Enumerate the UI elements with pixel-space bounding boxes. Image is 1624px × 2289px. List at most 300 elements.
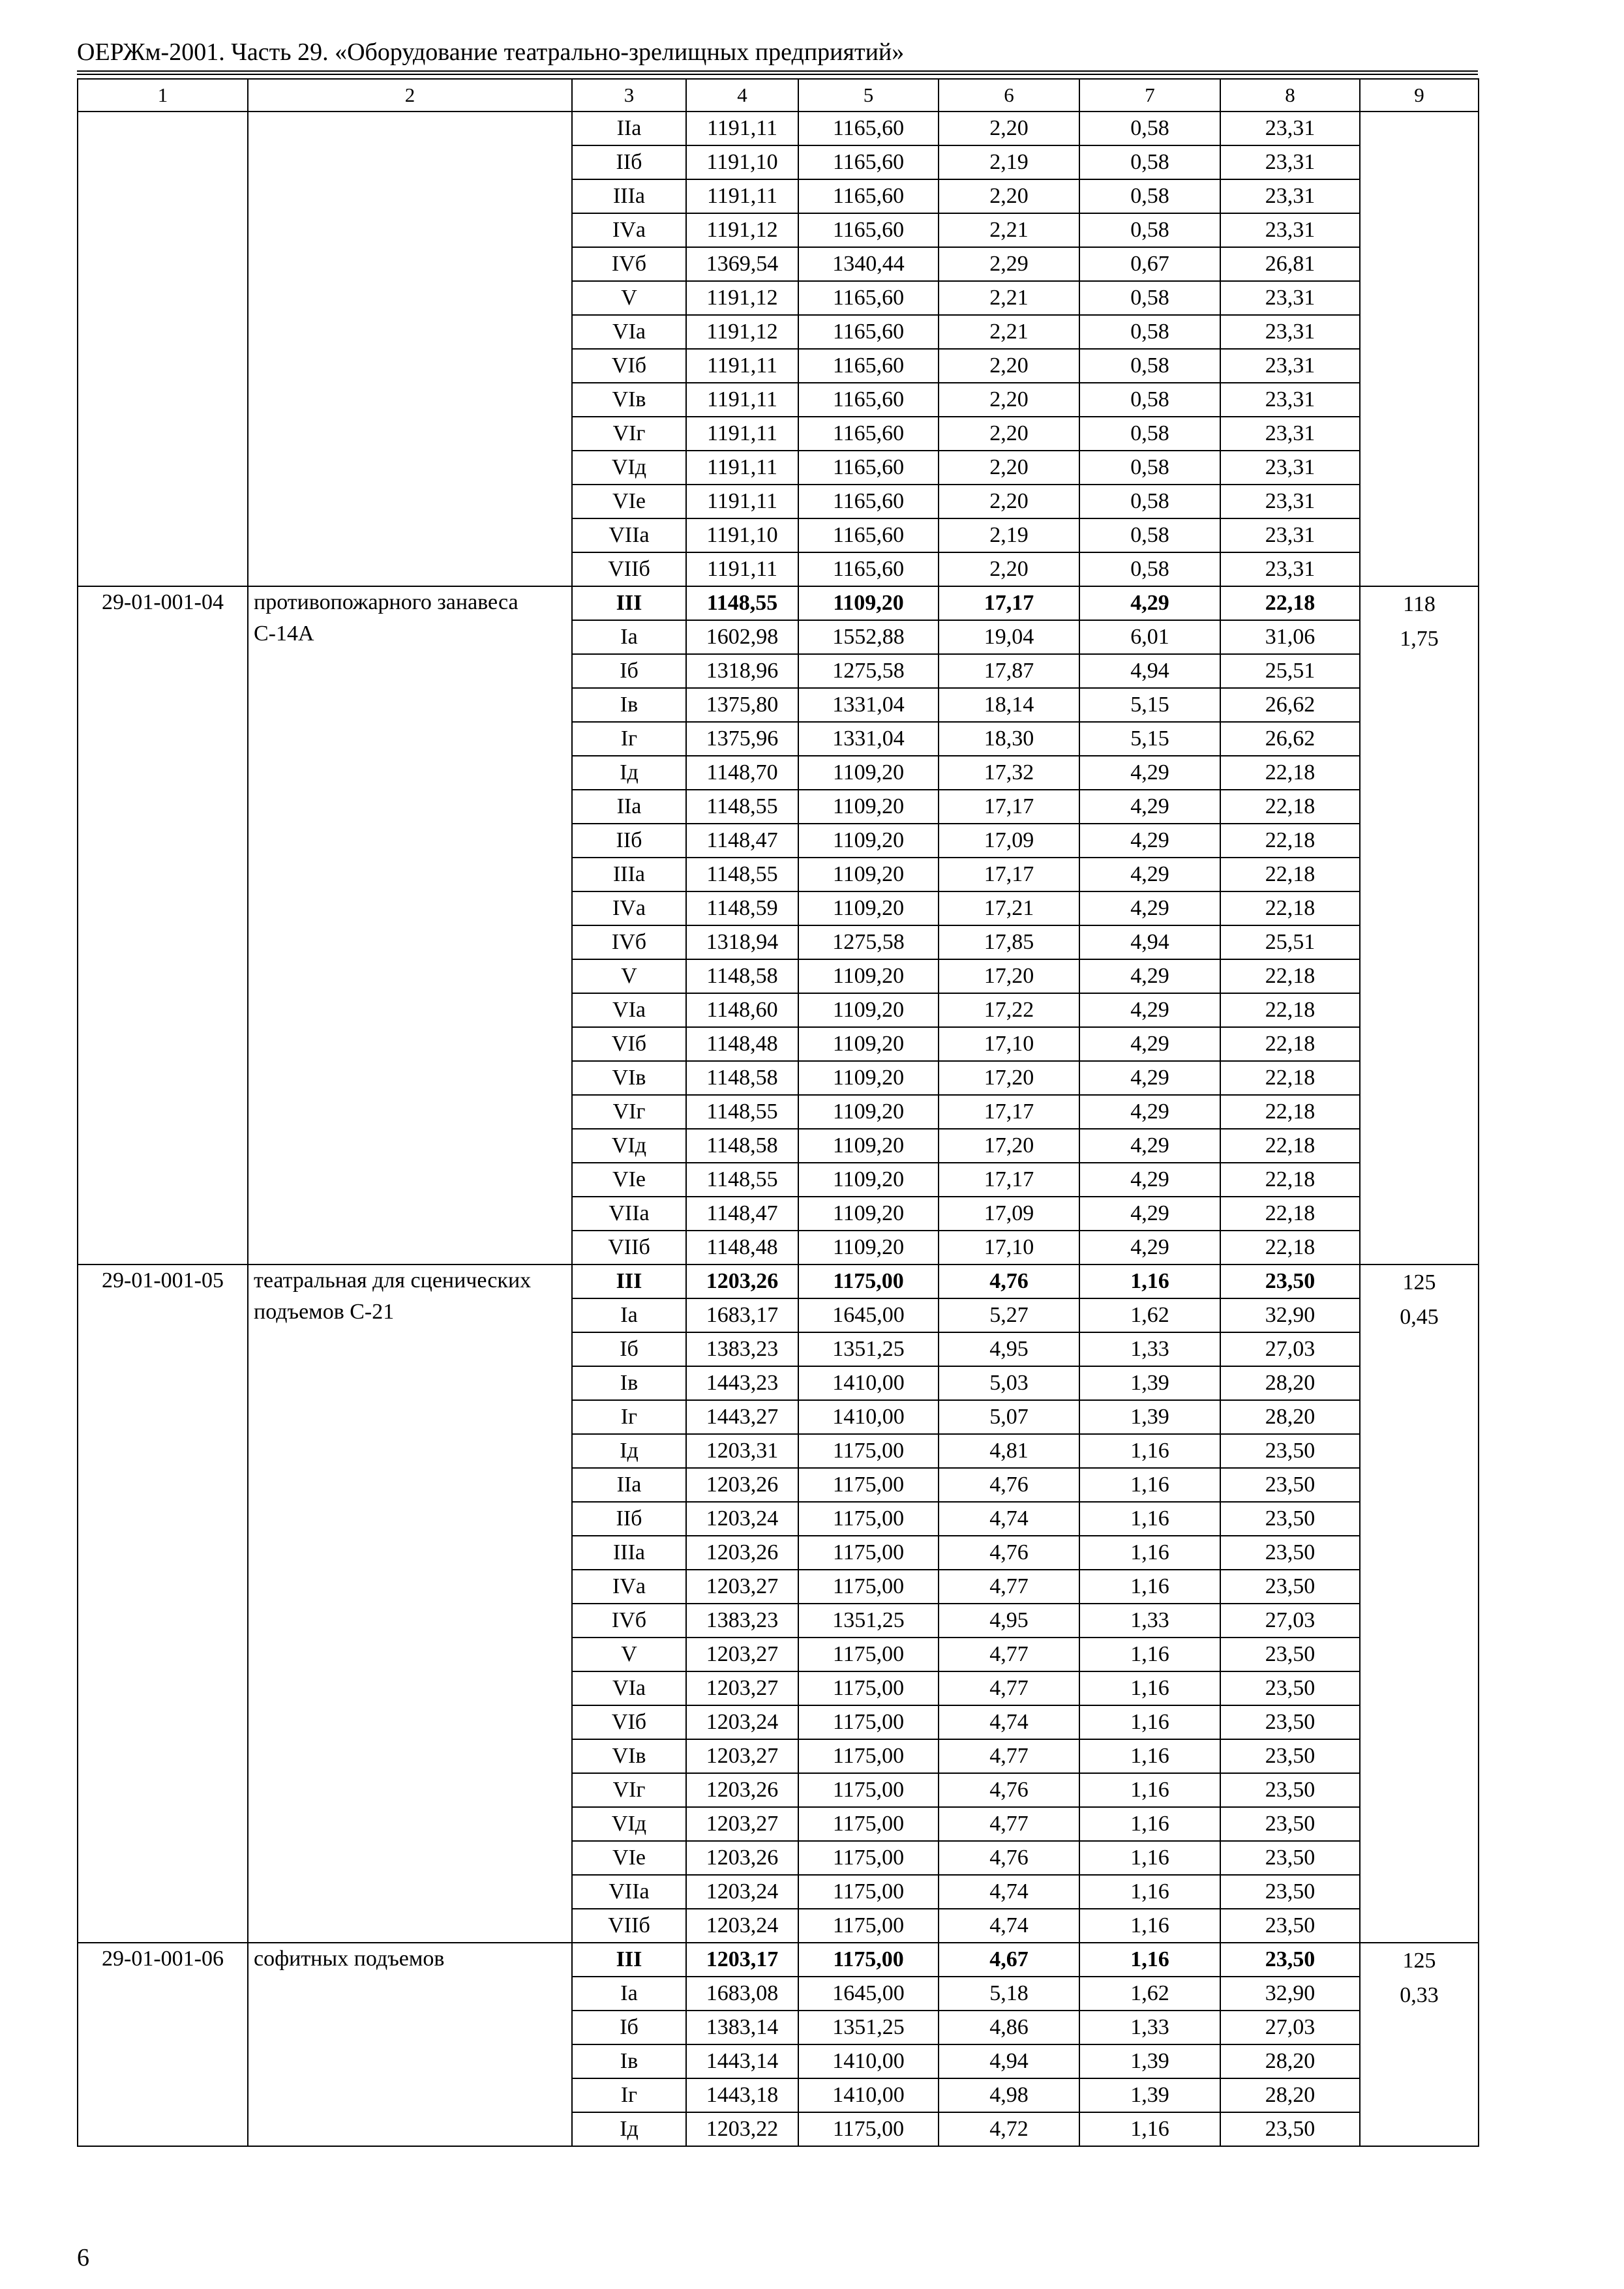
value-cell: 0,58	[1079, 281, 1220, 315]
value-cell: 2,20	[939, 417, 1079, 451]
value-cell: 1148,70	[686, 756, 798, 790]
value-cell: 1331,04	[798, 722, 939, 756]
value-cell: 1148,58	[686, 1061, 798, 1095]
zone-cell: V	[572, 281, 686, 315]
value-cell: 23,50	[1220, 1807, 1360, 1841]
rates-table	[77, 78, 1479, 2147]
equipment-name	[248, 112, 572, 586]
value-cell: 1,16	[1079, 1570, 1220, 1604]
value-cell: 17,10	[939, 1027, 1079, 1061]
value-cell: 23,50	[1220, 1570, 1360, 1604]
value-cell: 4,29	[1079, 1095, 1220, 1129]
column-header: 1	[78, 79, 248, 112]
value-cell: 2,21	[939, 281, 1079, 315]
value-cell: 1645,00	[798, 1298, 939, 1332]
value-cell: 32,90	[1220, 1298, 1360, 1332]
value-cell: 17,20	[939, 1129, 1079, 1163]
value-cell: 4,29	[1079, 824, 1220, 858]
value-cell: 23,50	[1220, 1909, 1360, 1943]
value-cell: 28,20	[1220, 1366, 1360, 1400]
value-cell: 1175,00	[798, 1570, 939, 1604]
value-cell: 0,58	[1079, 112, 1220, 145]
value-cell: 1,16	[1079, 2112, 1220, 2146]
column-9-cell	[1360, 1264, 1479, 1943]
zone-cell: VIб	[572, 349, 686, 383]
document-header-title: ОЕРЖм-2001. Часть 29. «Оборудование театрально-зрелищных предприятий»	[77, 38, 905, 66]
value-cell: 4,29	[1079, 891, 1220, 925]
column-9-value: 0,33	[1400, 1983, 1439, 2007]
value-cell: 4,86	[939, 2011, 1079, 2044]
zone-cell: IIIа	[572, 179, 686, 213]
value-cell: 1175,00	[798, 2112, 939, 2146]
value-cell: 1203,24	[686, 1705, 798, 1739]
value-cell: 5,27	[939, 1298, 1079, 1332]
column-header: 3	[572, 79, 686, 112]
value-cell: 1,62	[1079, 1977, 1220, 2011]
value-cell: 23,50	[1220, 1943, 1360, 1977]
value-cell: 1443,14	[686, 2044, 798, 2078]
value-cell: 1645,00	[798, 1977, 939, 2011]
zone-cell: VIа	[572, 993, 686, 1027]
value-cell: 6,01	[1079, 620, 1220, 654]
table-row	[78, 1943, 1479, 1977]
page-number: 6	[77, 2244, 89, 2271]
value-cell: 4,29	[1079, 1163, 1220, 1197]
value-cell: 2,29	[939, 247, 1079, 281]
value-cell: 17,09	[939, 824, 1079, 858]
value-cell: 1109,20	[798, 1197, 939, 1231]
zone-cell: VIг	[572, 1095, 686, 1129]
value-cell: 2,20	[939, 552, 1079, 586]
value-cell: 4,76	[939, 1536, 1079, 1570]
value-cell: 1148,58	[686, 1129, 798, 1163]
value-cell: 1,16	[1079, 1264, 1220, 1298]
value-cell: 1,62	[1079, 1298, 1220, 1332]
zone-cell: IIб	[572, 1502, 686, 1536]
value-cell: 1443,23	[686, 1366, 798, 1400]
value-cell: 4,74	[939, 1502, 1079, 1536]
value-cell: 22,18	[1220, 1061, 1360, 1095]
value-cell: 26,62	[1220, 688, 1360, 722]
value-cell: 1175,00	[798, 1909, 939, 1943]
value-cell: 26,81	[1220, 247, 1360, 281]
value-cell: 17,85	[939, 925, 1079, 959]
value-cell: 1175,00	[798, 1502, 939, 1536]
value-cell: 1148,55	[686, 858, 798, 891]
value-cell: 1,16	[1079, 1705, 1220, 1739]
value-cell: 0,67	[1079, 247, 1220, 281]
zone-cell: VIIа	[572, 1875, 686, 1909]
value-cell: 23,31	[1220, 552, 1360, 586]
value-cell: 1,39	[1079, 2078, 1220, 2112]
value-cell: 23,31	[1220, 315, 1360, 349]
value-cell: 22,18	[1220, 1129, 1360, 1163]
value-cell: 4,29	[1079, 1231, 1220, 1264]
value-cell: 1410,00	[798, 2078, 939, 2112]
value-cell: 1203,24	[686, 1875, 798, 1909]
value-cell: 1351,25	[798, 2011, 939, 2044]
column-number-row	[78, 79, 1479, 112]
zone-cell: IVа	[572, 891, 686, 925]
value-cell: 4,29	[1079, 858, 1220, 891]
value-cell: 4,95	[939, 1332, 1079, 1366]
value-cell: 5,15	[1079, 722, 1220, 756]
value-cell: 1340,44	[798, 247, 939, 281]
value-cell: 1203,26	[686, 1841, 798, 1875]
value-cell: 1109,20	[798, 1163, 939, 1197]
value-cell: 1165,60	[798, 451, 939, 485]
value-cell: 1148,47	[686, 1197, 798, 1231]
zone-cell: VIа	[572, 315, 686, 349]
value-cell: 0,58	[1079, 145, 1220, 179]
zone-cell: VIд	[572, 1129, 686, 1163]
value-cell: 23,50	[1220, 1638, 1360, 1671]
zone-cell: VIб	[572, 1027, 686, 1061]
value-cell: 1175,00	[798, 1875, 939, 1909]
zone-cell: III	[572, 1943, 686, 1977]
value-cell: 2,20	[939, 349, 1079, 383]
value-cell: 22,18	[1220, 1163, 1360, 1197]
zone-cell: V	[572, 959, 686, 993]
value-cell: 1175,00	[798, 1807, 939, 1841]
value-cell: 0,58	[1079, 451, 1220, 485]
value-cell: 1,16	[1079, 1638, 1220, 1671]
value-cell: 1175,00	[798, 1739, 939, 1773]
value-cell: 1,16	[1079, 1536, 1220, 1570]
value-cell: 1203,27	[686, 1638, 798, 1671]
value-cell: 17,17	[939, 1163, 1079, 1197]
value-cell: 27,03	[1220, 1332, 1360, 1366]
zone-cell: IIб	[572, 824, 686, 858]
value-cell: 22,18	[1220, 1027, 1360, 1061]
value-cell: 1351,25	[798, 1604, 939, 1638]
equipment-name: противопожарного занавеса С-14А	[248, 586, 572, 1264]
value-cell: 23,50	[1220, 1468, 1360, 1502]
value-cell: 4,76	[939, 1773, 1079, 1807]
column-9-value: 125	[1402, 1949, 1436, 1973]
column-9-cell	[1360, 586, 1479, 1264]
value-cell: 4,94	[1079, 654, 1220, 688]
value-cell: 4,29	[1079, 790, 1220, 824]
value-cell: 23,50	[1220, 1841, 1360, 1875]
rate-code	[78, 112, 248, 586]
value-cell: 1203,26	[686, 1468, 798, 1502]
value-cell: 1175,00	[798, 1841, 939, 1875]
value-cell: 0,58	[1079, 315, 1220, 349]
value-cell: 23,50	[1220, 1502, 1360, 1536]
value-cell: 1,33	[1079, 2011, 1220, 2044]
value-cell: 5,07	[939, 1400, 1079, 1434]
zone-cell: VIг	[572, 1773, 686, 1807]
zone-cell: IVа	[572, 1570, 686, 1604]
zone-cell: IIIа	[572, 1536, 686, 1570]
value-cell: 4,77	[939, 1638, 1079, 1671]
value-cell: 1331,04	[798, 688, 939, 722]
zone-cell: VIIб	[572, 1909, 686, 1943]
value-cell: 1,16	[1079, 1909, 1220, 1943]
value-cell: 23,31	[1220, 417, 1360, 451]
value-cell: 0,58	[1079, 552, 1220, 586]
zone-cell: Iг	[572, 722, 686, 756]
value-cell: 4,74	[939, 1875, 1079, 1909]
value-cell: 1203,27	[686, 1671, 798, 1705]
rate-code: 29-01-001-04	[78, 586, 248, 1264]
value-cell: 1148,58	[686, 959, 798, 993]
value-cell: 27,03	[1220, 1604, 1360, 1638]
value-cell: 17,17	[939, 1095, 1079, 1129]
value-cell: 22,18	[1220, 993, 1360, 1027]
value-cell: 1148,60	[686, 993, 798, 1027]
value-cell: 1552,88	[798, 620, 939, 654]
zone-cell: VIе	[572, 485, 686, 518]
value-cell: 23,31	[1220, 451, 1360, 485]
value-cell: 1191,11	[686, 112, 798, 145]
value-cell: 1,39	[1079, 1400, 1220, 1434]
table-row	[78, 586, 1479, 620]
value-cell: 1148,55	[686, 790, 798, 824]
value-cell: 1148,48	[686, 1231, 798, 1264]
zone-cell: VIв	[572, 1061, 686, 1095]
value-cell: 1,16	[1079, 1739, 1220, 1773]
zone-cell: Iд	[572, 1434, 686, 1468]
value-cell: 4,29	[1079, 993, 1220, 1027]
value-cell: 19,04	[939, 620, 1079, 654]
value-cell: 1203,22	[686, 2112, 798, 2146]
value-cell: 1191,12	[686, 315, 798, 349]
value-cell: 1109,20	[798, 824, 939, 858]
value-cell: 22,18	[1220, 1231, 1360, 1264]
value-cell: 1165,60	[798, 518, 939, 552]
value-cell: 1109,20	[798, 756, 939, 790]
value-cell: 23,50	[1220, 1536, 1360, 1570]
value-cell: 23,50	[1220, 1434, 1360, 1468]
zone-cell: IVа	[572, 213, 686, 247]
value-cell: 1,16	[1079, 1943, 1220, 1977]
zone-cell: IVб	[572, 1604, 686, 1638]
value-cell: 22,18	[1220, 1197, 1360, 1231]
zone-cell: III	[572, 1264, 686, 1298]
zone-cell: VIа	[572, 1671, 686, 1705]
value-cell: 0,58	[1079, 213, 1220, 247]
value-cell: 1,16	[1079, 1468, 1220, 1502]
value-cell: 1175,00	[798, 1638, 939, 1671]
value-cell: 23,50	[1220, 2112, 1360, 2146]
value-cell: 1383,14	[686, 2011, 798, 2044]
zone-cell: VIд	[572, 451, 686, 485]
value-cell: 0,58	[1079, 179, 1220, 213]
value-cell: 4,95	[939, 1604, 1079, 1638]
value-cell: 2,19	[939, 145, 1079, 179]
column-header: 9	[1360, 79, 1479, 112]
value-cell: 23,50	[1220, 1705, 1360, 1739]
value-cell: 1203,27	[686, 1807, 798, 1841]
value-cell: 1191,11	[686, 552, 798, 586]
table-row	[78, 1264, 1479, 1298]
value-cell: 1175,00	[798, 1536, 939, 1570]
value-cell: 1443,27	[686, 1400, 798, 1434]
value-cell: 1175,00	[798, 1468, 939, 1502]
value-cell: 1148,47	[686, 824, 798, 858]
value-cell: 17,17	[939, 790, 1079, 824]
zone-cell: Iа	[572, 620, 686, 654]
value-cell: 31,06	[1220, 620, 1360, 654]
value-cell: 1,16	[1079, 1841, 1220, 1875]
value-cell: 0,58	[1079, 417, 1220, 451]
value-cell: 25,51	[1220, 654, 1360, 688]
value-cell: 1148,55	[686, 1095, 798, 1129]
value-cell: 23,31	[1220, 281, 1360, 315]
value-cell: 1203,24	[686, 1909, 798, 1943]
value-cell: 2,20	[939, 179, 1079, 213]
value-cell: 23,31	[1220, 485, 1360, 518]
value-cell: 4,77	[939, 1739, 1079, 1773]
value-cell: 1203,26	[686, 1536, 798, 1570]
value-cell: 1109,20	[798, 858, 939, 891]
value-cell: 1109,20	[798, 1129, 939, 1163]
value-cell: 4,76	[939, 1841, 1079, 1875]
value-cell: 1410,00	[798, 1366, 939, 1400]
column-header: 7	[1079, 79, 1220, 112]
value-cell: 1175,00	[798, 1705, 939, 1739]
value-cell: 1203,26	[686, 1773, 798, 1807]
zone-cell: IIа	[572, 790, 686, 824]
value-cell: 17,87	[939, 654, 1079, 688]
value-cell: 2,19	[939, 518, 1079, 552]
table-row	[78, 112, 1479, 145]
value-cell: 0,58	[1079, 518, 1220, 552]
value-cell: 1109,20	[798, 959, 939, 993]
value-cell: 1203,17	[686, 1943, 798, 1977]
zone-cell: VIв	[572, 1739, 686, 1773]
value-cell: 1165,60	[798, 179, 939, 213]
value-cell: 1109,20	[798, 1095, 939, 1129]
value-cell: 4,29	[1079, 586, 1220, 620]
value-cell: 1318,96	[686, 654, 798, 688]
value-cell: 1165,60	[798, 112, 939, 145]
rates-table-body	[78, 79, 1479, 2146]
value-cell: 1191,12	[686, 213, 798, 247]
value-cell: 1191,11	[686, 485, 798, 518]
value-cell: 23,31	[1220, 518, 1360, 552]
zone-cell: IVб	[572, 925, 686, 959]
value-cell: 23,31	[1220, 213, 1360, 247]
value-cell: 2,21	[939, 213, 1079, 247]
value-cell: 22,18	[1220, 1095, 1360, 1129]
zone-cell: VIв	[572, 383, 686, 417]
value-cell: 4,29	[1079, 959, 1220, 993]
value-cell: 23,31	[1220, 349, 1360, 383]
zone-cell: IIа	[572, 1468, 686, 1502]
value-cell: 4,29	[1079, 756, 1220, 790]
value-cell: 4,76	[939, 1264, 1079, 1298]
value-cell: 1109,20	[798, 993, 939, 1027]
column-9-cell	[1360, 1943, 1479, 2146]
column-9-value: 0,45	[1400, 1305, 1439, 1329]
value-cell: 4,29	[1079, 1197, 1220, 1231]
value-cell: 27,03	[1220, 2011, 1360, 2044]
value-cell: 2,20	[939, 485, 1079, 518]
zone-cell: IIб	[572, 145, 686, 179]
zone-cell: VIг	[572, 417, 686, 451]
zone-cell: IIа	[572, 112, 686, 145]
header-double-rule	[77, 70, 1478, 75]
zone-cell: VIд	[572, 1807, 686, 1841]
value-cell: 1165,60	[798, 417, 939, 451]
value-cell: 1191,11	[686, 383, 798, 417]
value-cell: 17,21	[939, 891, 1079, 925]
column-9-value: 125	[1402, 1270, 1436, 1294]
value-cell: 1109,20	[798, 891, 939, 925]
column-header: 4	[686, 79, 798, 112]
value-cell: 1410,00	[798, 2044, 939, 2078]
value-cell: 22,18	[1220, 756, 1360, 790]
column-9-value: 1,75	[1400, 627, 1439, 651]
value-cell: 23,50	[1220, 1773, 1360, 1807]
value-cell: 1275,58	[798, 925, 939, 959]
value-cell: 1109,20	[798, 586, 939, 620]
value-cell: 1191,11	[686, 451, 798, 485]
zone-cell: Iд	[572, 2112, 686, 2146]
value-cell: 1318,94	[686, 925, 798, 959]
value-cell: 4,94	[1079, 925, 1220, 959]
value-cell: 4,29	[1079, 1061, 1220, 1095]
value-cell: 22,18	[1220, 858, 1360, 891]
value-cell: 17,20	[939, 1061, 1079, 1095]
value-cell: 28,20	[1220, 2078, 1360, 2112]
value-cell: 1175,00	[798, 1773, 939, 1807]
value-cell: 1175,00	[798, 1671, 939, 1705]
zone-cell: V	[572, 1638, 686, 1671]
value-cell: 1683,17	[686, 1298, 798, 1332]
value-cell: 17,20	[939, 959, 1079, 993]
zone-cell: Iб	[572, 2011, 686, 2044]
value-cell: 1,16	[1079, 1807, 1220, 1841]
value-cell: 4,74	[939, 1705, 1079, 1739]
equipment-name: софитных подъемов	[248, 1943, 572, 2146]
value-cell: 22,18	[1220, 891, 1360, 925]
value-cell: 1,16	[1079, 1502, 1220, 1536]
value-cell: 1148,59	[686, 891, 798, 925]
value-cell: 17,22	[939, 993, 1079, 1027]
value-cell: 23,50	[1220, 1875, 1360, 1909]
value-cell: 17,10	[939, 1231, 1079, 1264]
value-cell: 32,90	[1220, 1977, 1360, 2011]
value-cell: 1,16	[1079, 1773, 1220, 1807]
value-cell: 1,33	[1079, 1604, 1220, 1638]
zone-cell: Iг	[572, 2078, 686, 2112]
value-cell: 1165,60	[798, 383, 939, 417]
value-cell: 2,21	[939, 315, 1079, 349]
value-cell: 2,20	[939, 451, 1079, 485]
value-cell: 4,77	[939, 1570, 1079, 1604]
value-cell: 4,67	[939, 1943, 1079, 1977]
value-cell: 4,76	[939, 1468, 1079, 1502]
value-cell: 1148,55	[686, 1163, 798, 1197]
zone-cell: Iа	[572, 1977, 686, 2011]
value-cell: 4,94	[939, 2044, 1079, 2078]
zone-cell: VIIа	[572, 518, 686, 552]
zone-cell: VIе	[572, 1163, 686, 1197]
value-cell: 1,39	[1079, 2044, 1220, 2078]
value-cell: 2,20	[939, 383, 1079, 417]
value-cell: 23,50	[1220, 1739, 1360, 1773]
value-cell: 1148,55	[686, 586, 798, 620]
value-cell: 25,51	[1220, 925, 1360, 959]
value-cell: 17,09	[939, 1197, 1079, 1231]
column-header: 2	[248, 79, 572, 112]
value-cell: 1203,24	[686, 1502, 798, 1536]
value-cell: 1375,80	[686, 688, 798, 722]
